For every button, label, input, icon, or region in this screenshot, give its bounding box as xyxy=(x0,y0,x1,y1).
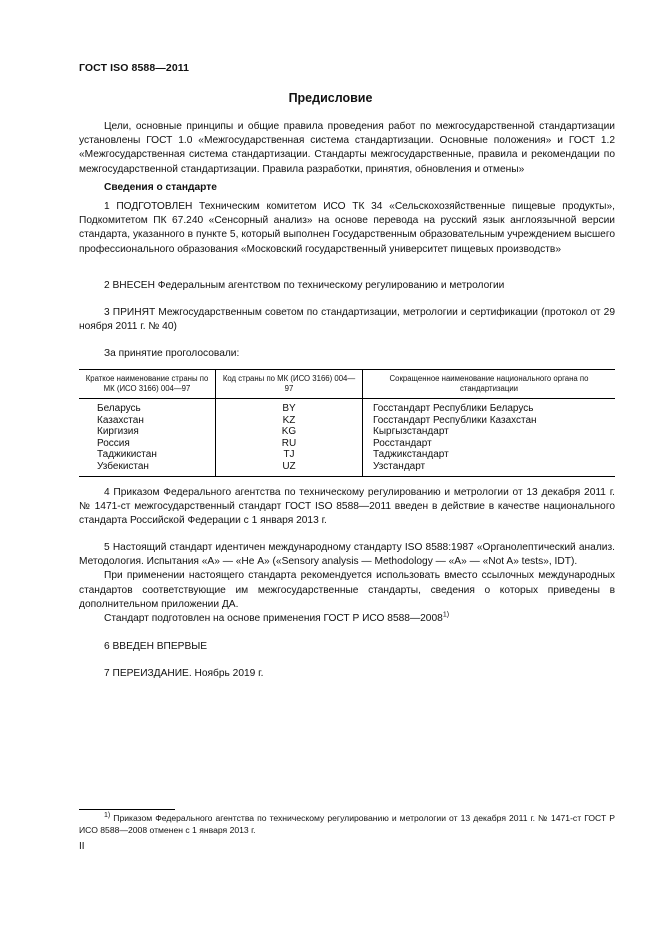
item-5-paragraph-3-text: Стандарт подготовлен на основе применения ГОСТ Р ИСО 8588—2008 xyxy=(104,613,443,625)
section-title: Предисловие xyxy=(288,91,373,105)
document-header: ГОСТ ISO 8588—2011 xyxy=(79,62,190,74)
item-1-text: 1 ПОДГОТОВЛЕН Техническим комитетом ИСО ТК 34 «Сельскохозяйственные пищевые продукты», Подкомитетом ПК 67.240 «Сенсорный анализ» на основе перевода на русский язык англоязычной версии стандарта, указанного в пункте 5, который выполнен Государственным образовательным учреждением высшего профессионального образования «Московский государственный университет пищевых производств» xyxy=(79,201,615,255)
info-heading: Сведения о стандарте xyxy=(104,182,217,193)
code-cell: TJ xyxy=(216,449,363,461)
intro-text: Цели, основные принципы и общие правила проведения работ по межгосударственной стандартизации установлены ГОСТ 1.0 «Межгосударственная система стандартизации. Основные положения» и ГОСТ 1.2 «Межгосударственная система стандартизации. Стандарты межгосударственные, правила и рекомендации по межгосударственной стандартизации. Правила разработки, принятия, обновления и отмены» xyxy=(79,121,615,175)
item-2-text: 2 ВНЕСЕН Федеральным агентством по техническому регулированию и метрологии xyxy=(104,280,505,291)
item-5-paragraph-3 xyxy=(79,612,615,626)
item-5 xyxy=(79,541,615,626)
item-4 xyxy=(79,486,615,529)
footnote xyxy=(79,813,615,836)
body-cell: Кыргызстандарт xyxy=(373,426,449,438)
country-cell: Беларусь xyxy=(79,399,216,415)
footnote-divider xyxy=(79,809,175,810)
item-7: 7 ПЕРЕИЗДАНИЕ. Ноябрь 2019 г. xyxy=(104,668,264,679)
code-cell: BY xyxy=(216,399,363,415)
footnote-text: Приказом Федерального агентства по техническому регулированию и метрологии от 13 декабря 2011 г. № 1471-ст ГОСТ Р ИСО 8588—2008 отменен с 1 января 2013 г. xyxy=(79,813,615,835)
body-cell: Таджикстандарт xyxy=(373,449,449,461)
code-cell: RU xyxy=(216,438,363,450)
page-number: II xyxy=(79,841,85,852)
table-row xyxy=(79,461,615,476)
body-cell: Росстандарт xyxy=(373,437,432,449)
footnote-ref: 1) xyxy=(442,611,450,619)
code-cell: KZ xyxy=(216,415,363,427)
body-cell: Госстандарт Республики Беларусь xyxy=(373,403,534,414)
footnote-mark: 1) xyxy=(104,812,111,820)
country-cell: Узбекистан xyxy=(79,461,216,476)
col-standards-body: Сокращенное наименование национального органа по стандартизации xyxy=(363,370,616,399)
table-row xyxy=(79,449,615,461)
table-row xyxy=(79,438,615,450)
country-cell: Казахстан xyxy=(79,415,216,427)
col-country-name: Краткое наименование страны по МК (ИСО 3166) 004—97 xyxy=(79,370,216,399)
item-5-paragraph-2: При применении настоящего стандарта рекомендуется использовать вместо ссылочных международных стандартов соответствующие им межгосударственные стандарты, сведения о которых приведены в дополнительном приложении ДА. xyxy=(79,570,615,610)
item-6: 6 ВВЕДЕН ВПЕРВЫЕ xyxy=(104,641,208,652)
item-2 xyxy=(79,279,615,293)
table-row xyxy=(79,415,615,427)
voting-table-header xyxy=(79,370,615,399)
body-cell: Госстандарт Республики Казахстан xyxy=(373,414,537,426)
country-cell: Россия xyxy=(79,438,216,450)
country-cell: Таджикистан xyxy=(79,449,216,461)
item-1 xyxy=(79,200,615,257)
intro-paragraph xyxy=(79,120,615,177)
body-cell: Узстандарт xyxy=(363,461,616,476)
country-cell: Киргизия xyxy=(79,426,216,438)
item-3-text: 3 ПРИНЯТ Межгосударственным советом по стандартизации, метрологии и сертификации (протокол от 29 ноября 2011 г. № 40) xyxy=(79,307,615,333)
item-5-text: 5 Настоящий стандарт идентичен международному стандарту ISO 8588:1987 «Органолептический анализ. Методология. Испытания «А» — «Не А» («Sensory analysis — Methodology — «A» — «Not A» tests», IDT). xyxy=(79,542,615,568)
item-3 xyxy=(79,306,615,334)
code-cell: UZ xyxy=(216,461,363,476)
vote-intro: За принятие проголосовали: xyxy=(104,348,240,359)
table-row xyxy=(79,399,615,415)
code-cell: KG xyxy=(216,426,363,438)
voting-table xyxy=(79,369,615,477)
col-country-code: Код страны по МК (ИСО 3166) 004—97 xyxy=(216,370,363,399)
item-4-text: 4 Приказом Федерального агентства по техническому регулированию и метрологии от 13 декабря 2011 г. № 1471-ст межгосударственный стандарт ГОСТ ISO 8588—2011 введен в действие в качестве национального стандарта Российской Федерации с 1 января 2013 г. xyxy=(79,487,615,527)
table-row xyxy=(79,426,615,438)
